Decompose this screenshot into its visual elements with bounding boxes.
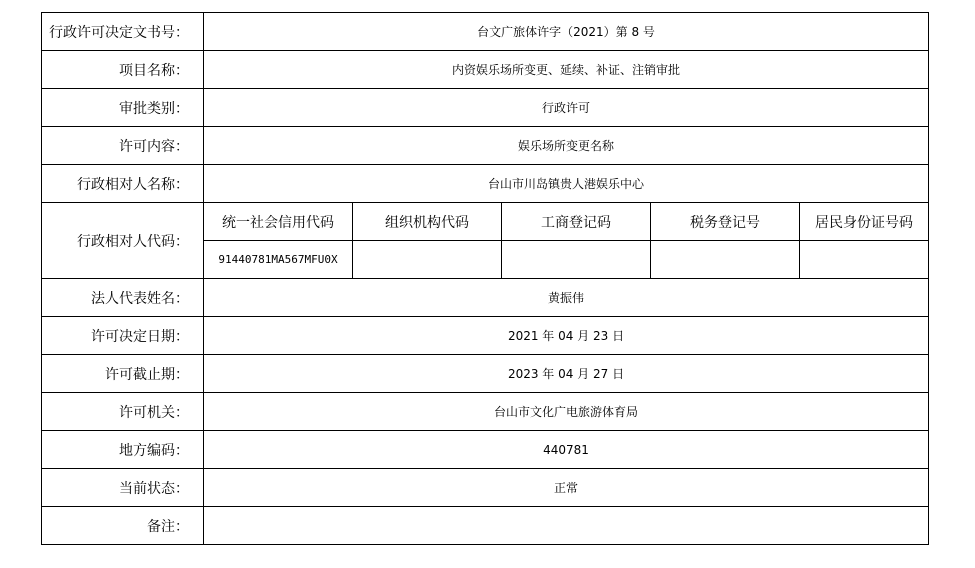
project-name-label: 项目名称： [42, 51, 204, 89]
region-code-value: 440781 [204, 431, 929, 469]
id-number-value [800, 241, 929, 279]
row-decision-date [42, 317, 929, 355]
tax-reg-value [651, 241, 800, 279]
business-reg-value [502, 241, 651, 279]
business-reg-header: 工商登记码 [502, 203, 651, 241]
credit-code-value: 91440781MA567MFU0X [204, 241, 353, 279]
row-expiry-date [42, 355, 929, 393]
row-license-content [42, 127, 929, 165]
expiry-date-value: 2023 年 04 月 27 日 [204, 355, 929, 393]
row-issuing-authority [42, 393, 929, 431]
region-code-label: 地方编码： [42, 431, 204, 469]
license-content-label: 许可内容： [42, 127, 204, 165]
project-name-value: 内资娱乐场所变更、延续、补证、注销审批 [204, 51, 929, 89]
row-counterparty-name [42, 165, 929, 203]
issuing-authority-label: 许可机关： [42, 393, 204, 431]
org-code-header: 组织机构代码 [353, 203, 502, 241]
document-number-value: 台文广旅体许字（2021）第 8 号 [204, 13, 929, 51]
decision-date-value: 2021 年 04 月 23 日 [204, 317, 929, 355]
document-number-label: 行政许可决定文书号： [42, 13, 204, 51]
counterparty-code-label: 行政相对人代码： [42, 203, 204, 279]
row-current-status [42, 469, 929, 507]
row-approval-category [42, 89, 929, 127]
approval-category-label: 审批类别： [42, 89, 204, 127]
row-region-code [42, 431, 929, 469]
counterparty-name-value: 台山市川岛镇贵人港娱乐中心 [204, 165, 929, 203]
issuing-authority-value: 台山市文化广电旅游体育局 [204, 393, 929, 431]
row-document-number [42, 13, 929, 51]
credit-code-header: 统一社会信用代码 [204, 203, 353, 241]
license-info-panel [41, 12, 929, 545]
expiry-date-label: 许可截止期： [42, 355, 204, 393]
legal-representative-value: 黄振伟 [204, 279, 929, 317]
remarks-value [204, 507, 929, 545]
row-counterparty-code-headers [42, 203, 929, 241]
approval-category-value: 行政许可 [204, 89, 929, 127]
current-status-value: 正常 [204, 469, 929, 507]
row-legal-representative [42, 279, 929, 317]
org-code-value [353, 241, 502, 279]
tax-reg-header: 税务登记号 [651, 203, 800, 241]
remarks-label: 备注： [42, 507, 204, 545]
license-info-table [41, 12, 929, 545]
legal-representative-label: 法人代表姓名： [42, 279, 204, 317]
current-status-label: 当前状态： [42, 469, 204, 507]
id-number-header: 居民身份证号码 [800, 203, 929, 241]
decision-date-label: 许可决定日期： [42, 317, 204, 355]
counterparty-name-label: 行政相对人名称： [42, 165, 204, 203]
row-remarks [42, 507, 929, 545]
row-project-name [42, 51, 929, 89]
license-content-value: 娱乐场所变更名称 [204, 127, 929, 165]
